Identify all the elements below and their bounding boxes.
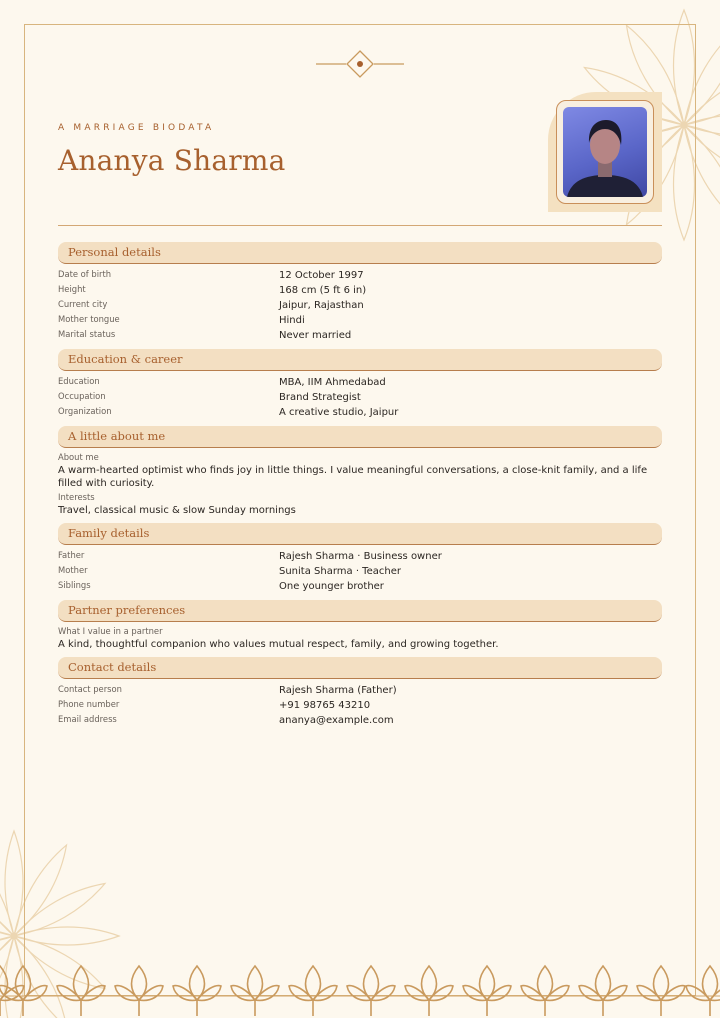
detail-row [58,579,662,594]
detail-label: Phone number [58,699,120,709]
detail-value: Sunita Sharma · Teacher [279,566,401,577]
partner-label: What I value in a partner [58,626,163,636]
detail-label: Contact person [58,684,122,694]
detail-label: Marital status [58,329,116,339]
detail-label: Mother tongue [58,314,120,324]
partner-text: A kind, thoughtful companion who values mutual respect, family, and growing together. [58,639,499,650]
detail-row [58,298,662,313]
detail-row [58,283,662,298]
detail-value: Brand Strategist [279,392,361,403]
section-header [58,657,662,679]
detail-row [58,405,662,420]
detail-row [58,698,662,713]
detail-value: +91 98765 43210 [279,700,371,711]
header-divider [58,225,662,226]
section-header [58,242,662,264]
detail-value: Rajesh Sharma (Father) [279,685,397,696]
detail-row [58,713,662,728]
section-header [58,523,662,545]
detail-label: Father [58,550,85,560]
detail-label: Current city [58,299,108,309]
section-title: Education & career [68,352,183,366]
detail-label: Organization [58,406,112,416]
detail-row [58,328,662,343]
section-about [58,426,662,517]
section-header [58,600,662,622]
detail-value: A creative studio, Jaipur [279,407,399,418]
detail-label: Occupation [58,391,106,401]
detail-label: Date of birth [58,269,112,279]
detail-value: Hindi [279,315,305,326]
detail-label: Education [58,376,100,386]
interests-label: Interests [58,492,95,502]
detail-row [58,313,662,328]
section-education [58,349,662,420]
section-header [58,426,662,448]
detail-row [58,564,662,579]
detail-label: Email address [58,714,117,724]
detail-label: Mother [58,565,88,575]
about-text: A warm-hearted optimist who finds joy in little things. I value meaningful conversations, a close-knit family, and a life filled with curiosity. [58,465,648,489]
detail-row [58,390,662,405]
diamond-ornament-icon [316,48,404,80]
section-title: Personal details [68,245,161,259]
detail-value: MBA, IIM Ahmedabad [279,377,386,388]
section-title: Contact details [68,660,157,674]
section-family [58,523,662,594]
detail-value: ananya@example.com [279,715,394,726]
biodata-content [58,242,662,734]
section-partner [58,600,662,651]
detail-row [58,268,662,283]
detail-row [58,549,662,564]
detail-value: Rajesh Sharma · Business owner [279,551,442,562]
detail-label: Siblings [58,580,91,590]
document-kicker: A MARRIAGE BIODATA [58,123,215,133]
detail-value: 12 October 1997 [279,270,364,281]
detail-row [58,683,662,698]
page-title: Ananya Sharma [58,144,286,177]
about-label: About me [58,452,99,462]
profile-photo [563,107,647,197]
detail-value: Never married [279,330,352,341]
section-title: Family details [68,526,150,540]
detail-label: Height [58,284,86,294]
detail-row [58,375,662,390]
section-contact [58,657,662,728]
detail-value: 168 cm (5 ft 6 in) [279,285,367,296]
detail-value: One younger brother [279,581,384,592]
section-title: A little about me [68,429,166,443]
section-header [58,349,662,371]
detail-value: Jaipur, Rajasthan [279,300,364,311]
section-personal [58,242,662,343]
interests-text: Travel, classical music & slow Sunday mornings [58,505,296,516]
section-title: Partner preferences [68,603,186,617]
